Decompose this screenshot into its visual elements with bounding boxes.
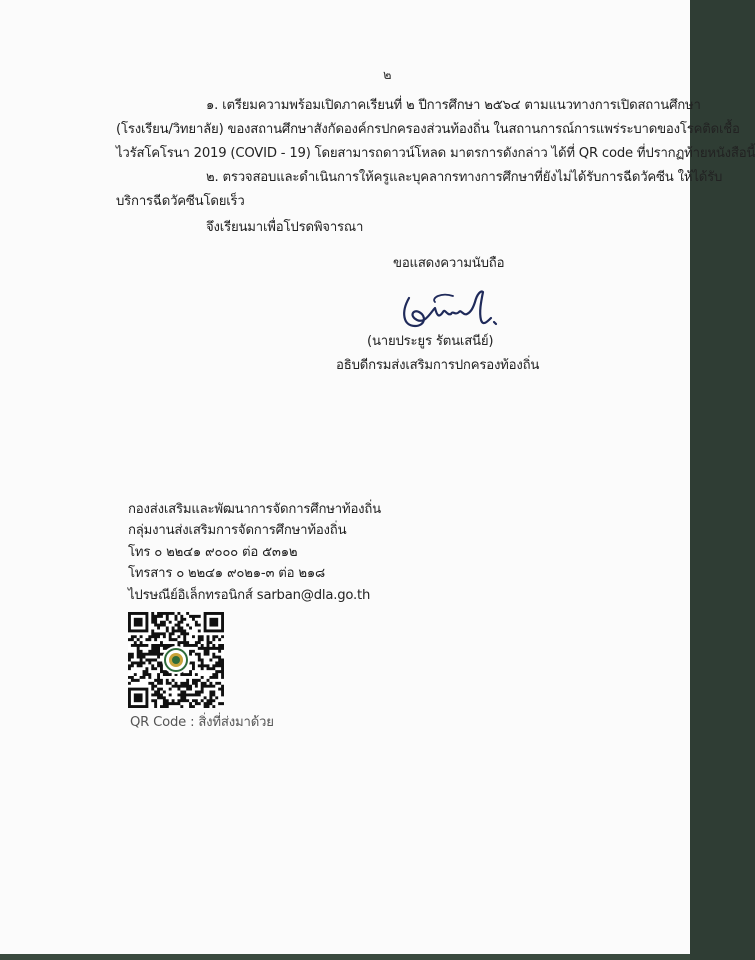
contact-email: ไปรษณีย์อิเล็กทรอนิกส์ sarban@dla.go.th	[128, 588, 371, 603]
item-1-line-3: ไวรัสโคโรนา 2019 (COVID - 19) โดยสามารถดาวน์โหลด มาตรการดังกล่าว ได้ที่ QR code ที่ปรากฏท้ายหนังสือนี้	[116, 146, 755, 161]
signatory-name: (นายประยูร รัตนเสนีย์)	[367, 334, 494, 349]
contact-phone: โทร ๐ ๒๒๔๑ ๙๐๐๐ ต่อ ๕๓๑๒	[128, 545, 298, 560]
qr-caption: QR Code : สิ่งที่ส่งมาด้วย	[130, 715, 274, 730]
item-1-line-2: (โรงเรียน/วิทยาลัย) ของสถานศึกษาสังกัดองค์กรปกครองส่วนท้องถิ่น ในสถานการณ์การแพร่ระบาดของโรคติดเชื้อ	[116, 122, 740, 137]
handwritten-signature	[395, 282, 505, 340]
item-2-line-2: บริการฉีดวัคซีนโดยเร็ว	[116, 194, 245, 209]
contact-group: กลุ่มงานส่งเสริมการจัดการศึกษาท้องถิ่น	[128, 523, 347, 538]
contact-division: กองส่งเสริมและพัฒนาการจัดการศึกษาท้องถิ่น	[128, 502, 381, 517]
closing-request: จึงเรียนมาเพื่อโปรดพิจารณา	[206, 220, 364, 235]
page-number: ๒	[383, 68, 392, 83]
signature-salutation: ขอแสดงความนับถือ	[393, 256, 505, 271]
contact-fax: โทรสาร ๐ ๒๒๔๑ ๙๐๒๑-๓ ต่อ ๒๑๘	[128, 566, 326, 581]
item-2-line-1: ๒. ตรวจสอบและดำเนินการให้ครูและบุคลากรทางการศึกษาที่ยังไม่ได้รับการฉีดวัคซีน ให้ได้รับ	[206, 170, 723, 185]
item-1-line-1: ๑. เตรียมความพร้อมเปิดภาคเรียนที่ ๒ ปีการศึกษา ๒๕๖๔ ตามแนวทางการเปิดสถานศึกษา	[206, 98, 701, 113]
dla-emblem-icon	[164, 648, 188, 672]
signatory-position: อธิบดีกรมส่งเสริมการปกครองท้องถิ่น	[336, 358, 540, 373]
